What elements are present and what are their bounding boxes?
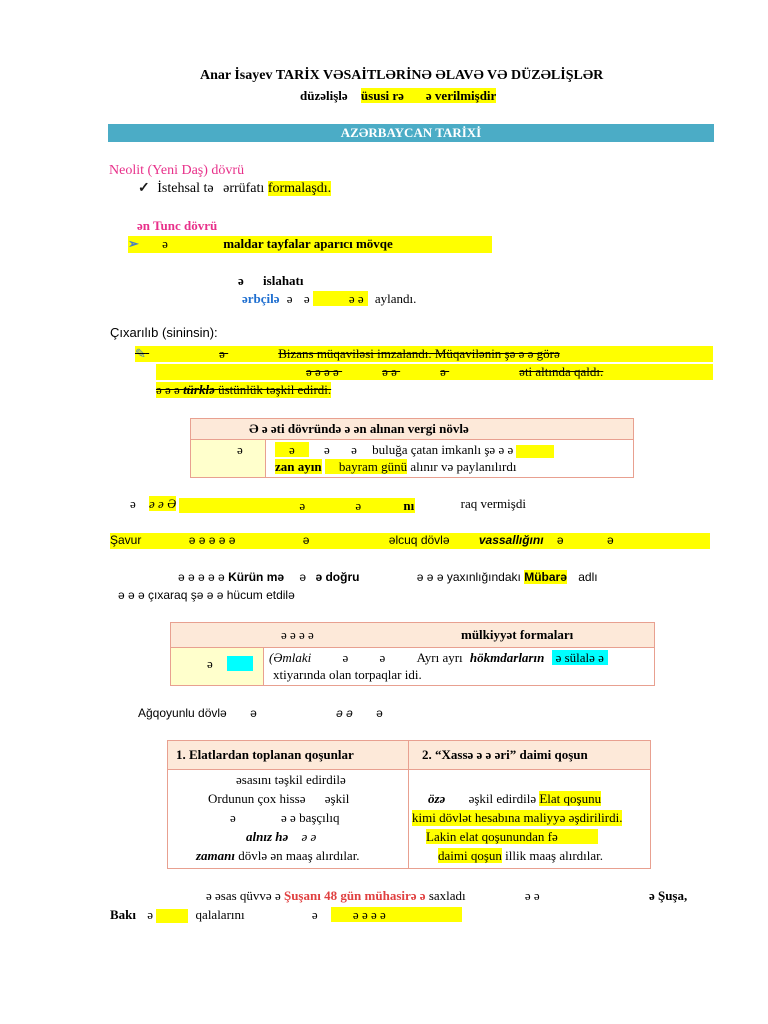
tax-table <box>190 418 634 478</box>
savur-a: Şavur <box>110 533 142 547</box>
tunc-text-a: ə <box>162 236 168 251</box>
army-c1-l4-a: alnız hə <box>246 829 289 844</box>
raq-e: nı <box>403 497 415 513</box>
property-r1-e: hökmdarların <box>469 650 545 665</box>
removed-line-2 <box>156 364 713 380</box>
army-c1-l2-a: Ordunun çox hissə <box>208 791 306 806</box>
removed-l2-a: ə ə ə ə <box>306 364 339 379</box>
army-c2-l3-text: Lakin elat qoşunundan fə <box>426 829 598 844</box>
property-header-a: ə ə ə ə <box>281 627 314 642</box>
army-c2-l4-a: daimi qoşun <box>438 848 502 863</box>
army-c2-l1-a: özə <box>428 791 446 806</box>
army-c1-l4 <box>246 829 316 845</box>
kurun-c: ə <box>299 570 307 584</box>
army-c1-l1: əsasını təşkil edirdilə <box>236 772 346 787</box>
susa-c: ə <box>419 888 426 903</box>
army-col2-header: 2. “Xassə ə ə əri” daimi qoşun <box>422 747 588 762</box>
islahat-l2-e: aylandı. <box>374 291 417 306</box>
susa-line-1 <box>206 888 687 904</box>
savur-d: əlcuq dövlə <box>388 533 450 547</box>
tax-r1-d: buluğa çatan imkanlı şə ə ə <box>372 442 514 457</box>
kurun-a: ə ə ə ə ə <box>178 570 225 584</box>
army-c2-l4-b: illik maaş alırdılar. <box>505 848 604 863</box>
army-c2-l4 <box>438 848 603 864</box>
army-c2-l2: kimi dövlət hesabına maliyyə əşdirilirdi. <box>412 810 623 825</box>
army-c1-l5-a: zamanı <box>196 848 236 863</box>
army-table-header <box>168 741 650 770</box>
agqoyunlu-line <box>138 706 383 720</box>
subtitle-part-a: düzəlişlə <box>300 88 348 103</box>
susa-h: ə <box>147 907 154 922</box>
property-row-2: xtiyarında olan torpaqlar idi. <box>273 667 422 682</box>
tax-r1-b: ə <box>324 442 330 457</box>
tax-left-text: ə <box>237 442 243 457</box>
tax-table-header: Ə ə əti dövründə ə ən alınan vergi növlə <box>191 419 633 440</box>
arrow-bullet-icon: ➢ <box>128 236 139 251</box>
kurun-g: adlı <box>578 570 598 584</box>
tax-row-2 <box>275 459 516 475</box>
neolit-text-c: formalaşdı. <box>267 181 332 196</box>
raq-a: ə <box>130 496 136 511</box>
susa-a: ə əsas qüvvə ə <box>206 888 281 903</box>
removed-l1-a: ə <box>219 346 225 361</box>
army-c1-l5 <box>196 848 360 864</box>
removed-l2-c: ə <box>440 364 446 379</box>
tax-r2-c: alınır və paylanılırdı <box>410 459 517 474</box>
susa-i: qalalarını <box>195 907 245 922</box>
raq-c: ə <box>299 497 306 513</box>
savur-g: ə <box>606 533 614 547</box>
removed-l2-d: əti altında qaldı. <box>519 364 604 379</box>
army-c2-l1 <box>428 791 601 807</box>
property-r1-d: Ayrı ayrı <box>416 650 463 665</box>
kurun-e: ə ə ə yaxınlığındakı <box>416 570 521 584</box>
susa-k: ə ə ə ə <box>331 907 462 922</box>
agqoyunlu-c: ə ə <box>336 706 353 720</box>
tax-r1-blank <box>516 445 554 458</box>
susa-d: saxladı <box>428 888 466 903</box>
susa-g: Bakı <box>110 907 137 922</box>
subtitle-part-b: üsusi rə <box>360 88 404 103</box>
islahat-line-2 <box>242 291 416 307</box>
islahat-l2-a: ərbçilə <box>242 291 280 306</box>
tax-r1-c: ə <box>351 442 357 457</box>
army-c2-l1-b: əşkil edirdilə <box>468 791 537 806</box>
islahat-l2-b: ə <box>286 291 293 306</box>
kurun-line-2: ə ə ə çıxaraq şə ə ə hücum etdilə <box>118 588 295 602</box>
property-left-text: ə <box>207 656 213 671</box>
document-title: Anar İsayev TARİX VƏSAİTLƏRİNƏ ƏLAVƏ VƏ DÜZƏLİŞLƏR <box>200 68 604 83</box>
property-table-header <box>171 623 654 648</box>
kurun-line-1 <box>178 570 598 584</box>
removed-l2-b: ə ə <box>382 364 397 379</box>
savur-f: ə <box>556 533 564 547</box>
removed-line-3 <box>156 382 331 398</box>
neolit-text-a: İstehsal tə <box>157 181 214 196</box>
savur-line <box>110 533 710 549</box>
susa-blank <box>156 909 188 923</box>
islahat-l1-b: islahatı <box>263 273 304 288</box>
agqoyunlu-b: ə <box>250 706 257 720</box>
savur-e: vassallığını <box>478 533 544 547</box>
raq-b: ə ə Ə <box>149 496 177 511</box>
property-left-cell <box>171 648 264 685</box>
kurun-b: Kürün mə <box>228 570 285 584</box>
neolit-text-b: ərrüfatı <box>223 181 265 196</box>
susa-j: ə <box>311 907 318 922</box>
tax-r2-a: zan ayın <box>275 459 322 474</box>
islahat-l1-a: ə <box>238 273 244 288</box>
islahat-l2-c: ə <box>303 291 310 306</box>
savur-c: ə <box>302 533 310 547</box>
army-c1-l2 <box>208 791 349 807</box>
property-left-cyan <box>227 656 253 671</box>
army-col1-header: 1. Elatlardan toplanan qoşunlar <box>176 747 354 762</box>
property-row-1 <box>269 650 608 666</box>
tax-table-left-cell <box>191 440 266 477</box>
raq-fill <box>179 498 415 513</box>
susa-f: ə Şuşa, <box>648 888 688 903</box>
army-c1-l2-b: əşkil <box>324 791 350 806</box>
raq-d: ə <box>355 497 362 513</box>
neolit-line <box>138 180 331 197</box>
check-icon: ✓ <box>138 181 150 196</box>
property-r1-b: ə <box>342 650 349 665</box>
tunc-text-b: maldar tayfalar aparıcı mövqe <box>223 236 393 251</box>
neolit-heading: Neolit (Yeni Daş) dövrü <box>109 163 245 178</box>
property-r1-f: ə sülalə ə <box>552 650 608 665</box>
removed-l3-c: üstünlük təşkil edirdi. <box>218 382 332 397</box>
tax-r1-a: ə <box>275 442 309 457</box>
army-c2-l3 <box>426 829 598 845</box>
tunc-line <box>128 236 492 253</box>
subtitle-part-c: ə verilmişdir <box>404 88 496 103</box>
property-header-b: mülkiyyət formaları <box>461 627 574 642</box>
removed-l3-a: ə ə ə <box>156 382 180 397</box>
savur-b: ə ə ə ə ə <box>188 533 236 547</box>
property-table <box>170 622 655 686</box>
removed-l1-b: Bizans müqaviləsi imzalandı. Müqavilənin şə ə ə görə <box>278 346 560 361</box>
susa-e: ə ə <box>524 888 540 903</box>
raq-line <box>130 496 526 513</box>
islahat-line-1 <box>238 273 304 289</box>
removed-label: Çıxarılıb (sininsin): <box>110 325 218 340</box>
army-c1-l3-b: ə ə başçılıq <box>281 810 340 825</box>
susa-b: Şuşanı 48 gün mühasirə <box>283 888 417 903</box>
document-subtitle <box>300 88 496 104</box>
tax-r2-b: bayram günü <box>325 459 407 474</box>
army-column-divider <box>408 741 409 868</box>
army-c1-l4-b: ə ə <box>301 829 317 844</box>
tunc-heading: ən Tunc dövrü <box>137 218 218 233</box>
susa-line-2 <box>110 907 462 923</box>
removed-line-1 <box>135 346 713 362</box>
pencil-icon: ✎ <box>135 346 146 361</box>
kurun-d: ə doğru <box>315 570 360 584</box>
agqoyunlu-d: ə <box>376 706 383 720</box>
army-c2-l1-c: Elat qoşunu <box>539 791 602 806</box>
islahat-l2-d: ə ə <box>313 291 368 306</box>
section-banner: AZƏRBAYCAN TARİXİ <box>108 124 714 142</box>
agqoyunlu-a: Ağqoyunlu dövlə <box>138 706 227 720</box>
removed-l3-b: türklə <box>183 382 215 397</box>
raq-f: raq vermişdi <box>460 496 526 511</box>
property-r1-c: ə <box>379 650 386 665</box>
kurun-f: Mübarə <box>524 570 567 584</box>
army-c1-l3 <box>230 810 340 826</box>
army-c1-l5-b: dövlə ən maaş alırdılar. <box>238 848 360 863</box>
tax-row-1 <box>275 442 554 458</box>
army-table <box>167 740 651 869</box>
army-c1-l3-a: ə <box>230 810 236 825</box>
property-r1-a: (Əmlaki <box>269 650 312 665</box>
